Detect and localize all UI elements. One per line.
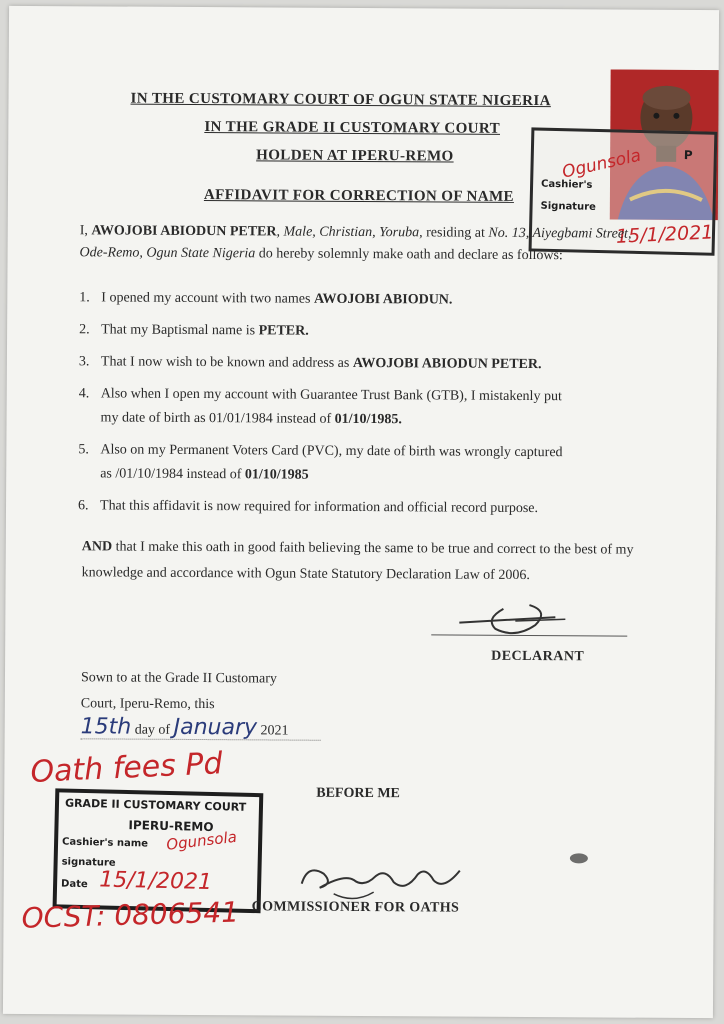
intro-rest: do hereby solemnly make oath and declare as follows: xyxy=(258,246,563,264)
affidavit-title: AFFIDAVIT FOR CORRECTION OF NAME xyxy=(203,187,515,205)
list-item: 3. That I now wish to be known and address as AWOJOBI ABIODUN PETER. xyxy=(78,354,542,373)
stamp-bottom-cashier-signature: Ogunsola xyxy=(165,827,238,854)
list-item: 6. That this affidavit is now required for information and official record purpose. xyxy=(77,498,539,517)
list-item: 2. That my Baptismal name is PETER. xyxy=(79,322,309,339)
sworn-line1: Sown to at the Grade II Customary xyxy=(80,670,277,687)
closing-and: AND xyxy=(81,539,113,555)
deponent-details: , Male, Christian, Yoruba, xyxy=(276,224,423,241)
sworn-date-rule xyxy=(81,738,321,740)
declarant-label: DECLARANT xyxy=(491,648,585,665)
sworn-line2: Court, Iperu-Remo, this xyxy=(80,696,215,713)
declarant-signature xyxy=(445,595,625,646)
intro-prefix: I, xyxy=(79,223,88,239)
court-heading-line1: IN THE CUSTOMARY COURT OF OGUN STATE NIGERIA xyxy=(130,90,551,110)
stamp-bottom-signature-label: signature xyxy=(61,856,116,869)
stamp-bottom-date: 15/1/2021 xyxy=(98,867,213,896)
stamp-bottom-date-label: Date xyxy=(60,878,88,891)
list-item-continuation: as /01/10/1984 instead of 01/10/1985 xyxy=(100,466,309,483)
closing-text: that I make this oath in good faith believing the same to be true and correct to the best of my knowledge and accordance with Ogun State Statutory Declaration Law of 2006. xyxy=(81,539,634,584)
stamp-top-cashier-signature: Ogunsola xyxy=(560,145,643,183)
stamp-top-p: P xyxy=(683,148,693,163)
list-item: 5. Also on my Permanent Voters Card (PVC), my date of birth was wrongly captured xyxy=(78,442,563,461)
list-item: 4. Also when I open my account with Guarantee Trust Bank (GTB), I mistakenly put xyxy=(78,386,562,405)
oath-fees-note: Oath fees Pd xyxy=(29,746,224,790)
before-me-label: BEFORE ME xyxy=(316,785,400,802)
intro-paragraph xyxy=(80,220,660,268)
stamp-bottom-place: IPERU-REMO xyxy=(128,818,214,835)
stamp-top-date: 15/1/2021 xyxy=(615,221,714,248)
closing-paragraph xyxy=(82,534,652,589)
affidavit-page xyxy=(3,6,719,1018)
sworn-day: 15th xyxy=(80,714,132,740)
stamp-bottom-court: GRADE II CUSTOMARY COURT xyxy=(64,796,247,814)
sworn-month: January xyxy=(173,714,258,741)
court-heading-line3: HOLDEN AT IPERU-REMO xyxy=(256,147,454,165)
court-heading-line2: IN THE GRADE II CUSTOMARY COURT xyxy=(204,119,501,137)
commissioner-label: COMMISSIONER FOR OATHS xyxy=(251,899,460,916)
commissioner-signature xyxy=(294,854,474,905)
sworn-year: 2021 xyxy=(260,723,289,739)
stamp-bottom-cashier-label: Cashier's name xyxy=(61,836,149,850)
court-stamp-bottom xyxy=(53,788,264,913)
stamp-top-cashier-label: Cashier's xyxy=(540,178,593,191)
deponent-address: No. 13, Aiyegbami Street, Ode-Remo, Ogun State Nigeria xyxy=(79,225,632,262)
ocst-note: OCST: 0806541 xyxy=(21,895,240,935)
sworn-day-label: day of xyxy=(134,722,171,738)
residing-label: residing at xyxy=(426,225,485,241)
stamp-top-signature-label: Signature xyxy=(540,200,596,213)
list-item: 1. I opened my account with two names AWOJOBI ABIODUN. xyxy=(79,290,453,308)
ink-mark xyxy=(570,853,588,863)
list-item-continuation: my date of birth as 01/01/1984 instead of 01/10/1985. xyxy=(100,410,402,428)
sworn-date-line xyxy=(81,714,289,740)
deponent-name: AWOJOBI ABIODUN PETER xyxy=(91,223,277,240)
